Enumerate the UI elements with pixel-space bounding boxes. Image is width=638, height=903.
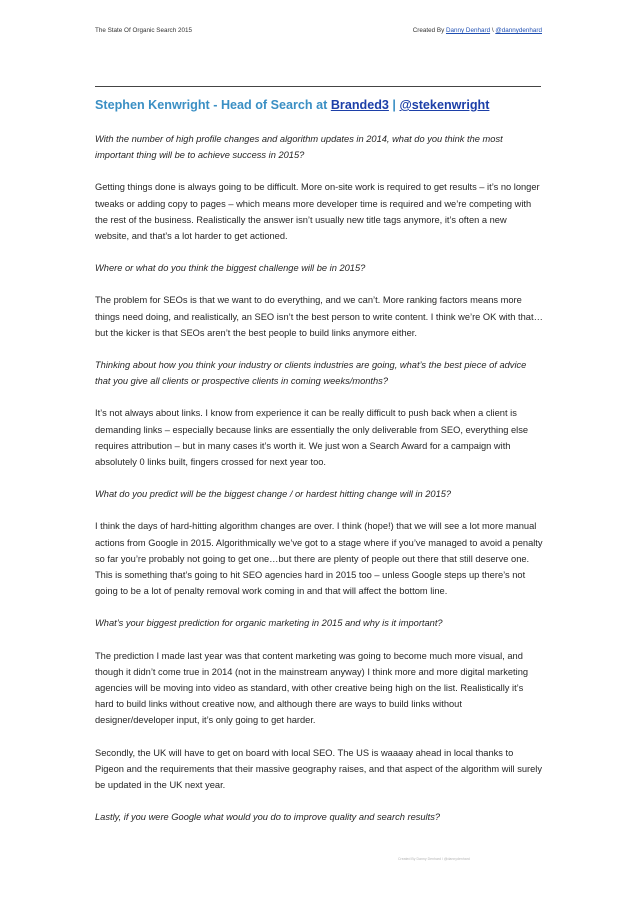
- handle-link[interactable]: @stekenwright: [399, 98, 490, 112]
- company-link[interactable]: Branded3: [330, 98, 389, 112]
- author-link[interactable]: Danny Denhard: [445, 27, 491, 34]
- answer-paragraph: It’s not always about links. I know from experience it can be really difficult to push back when a client is demanding links – especially because links are essentially the only deliverable from SEO, everything else requires attribution – but in many cases it’s worth it. We just won a Search Award for a campaign with absolutely 0 links built, fingers crossed for next year too.: [95, 408, 529, 468]
- header-created-by: Created By: [412, 27, 446, 34]
- article-body: [95, 131, 543, 842]
- question-paragraph: What’s your biggest prediction for organic marketing in 2015 and why is it important?: [95, 618, 443, 629]
- page-footer: Created By Danny Denhard \ @dannydenhard: [398, 857, 470, 861]
- answer-paragraph: The prediction I made last year was that content marketing was going to become much more visual, and though it didn’t come true in 2014 (not in the mainstream anyway) I think more and more digital marketing agencies will be moving into video as standard, with other creative being high on the list. Realistically it’s hard to build links without creative now, and although there are ways to build links without designer/developer input, it’s only going to get harder.: [95, 650, 529, 726]
- title-separator: |: [388, 98, 400, 112]
- question-paragraph: Lastly, if you were Google what would you do to improve quality and search results?: [95, 812, 441, 823]
- twitter-link[interactable]: @dannydenhard: [495, 27, 542, 34]
- answer-paragraph: The problem for SEOs is that we want to do everything, and we can’t. More ranking factors means more things need doing, and realistically, an SEO isn’t the best person to write content. I think we’re OK with that…but the kicker is that SEOs aren’t the best people to build links anymore either.: [95, 295, 543, 338]
- question-paragraph: What do you predict will be the biggest change / or hardest hitting change will in 2015?: [95, 489, 452, 500]
- article-title: [95, 98, 545, 112]
- header-credit: [413, 27, 542, 34]
- answer-paragraph: Getting things done is always going to be difficult. More on-site work is required to get results – it’s no longer tweaks or adding copy to pages – which means more developer time is required and we’re competing with the rest of the business. Realistically the answer isn’t usually new title tags anymore, it’s often a new website, and that’s a lot harder to get actioned.: [95, 182, 540, 242]
- header-divider: [95, 86, 541, 87]
- answer-paragraph: I think the days of hard-hitting algorithm changes are over. I think (hope!) that we will see a lot more manual actions from Google in 2015. Algorithmically we’ve got to a stage where if you’ve managed to avoid a penalty so far you’re probably not going to get one…but there are plenty of people out there that still deserve one. This is something that’s going to hit SEO agencies hard in 2015 too – unless Google steps up there’s not going to be a lot of penalty removal work coming in and that will affect the bottom line.: [95, 521, 543, 597]
- question-paragraph: Where or what do you think the biggest challenge will be in 2015?: [95, 263, 366, 274]
- page-header: [95, 27, 542, 34]
- header-doc-title: The State Of Organic Search 2015: [95, 27, 192, 34]
- question-paragraph: With the number of high profile changes and algorithm updates in 2014, what do you think the most important thing will be to achieve success in 2015?: [95, 134, 503, 161]
- title-prefix: Stephen Kenwright - Head of Search at: [95, 98, 331, 112]
- header-separator: \: [490, 27, 496, 34]
- answer-paragraph: Secondly, the UK will have to get on board with local SEO. The US is waaaay ahead in local thanks to Pigeon and the requirements that their massive geography raises, and that aspect of the algorithm will surely be updated in the UK next year.: [95, 747, 543, 791]
- question-paragraph: Thinking about how you think your industry or clients industries are going, what’s the best piece of advice that you give all clients or prospective clients in coming weeks/months?: [95, 360, 527, 387]
